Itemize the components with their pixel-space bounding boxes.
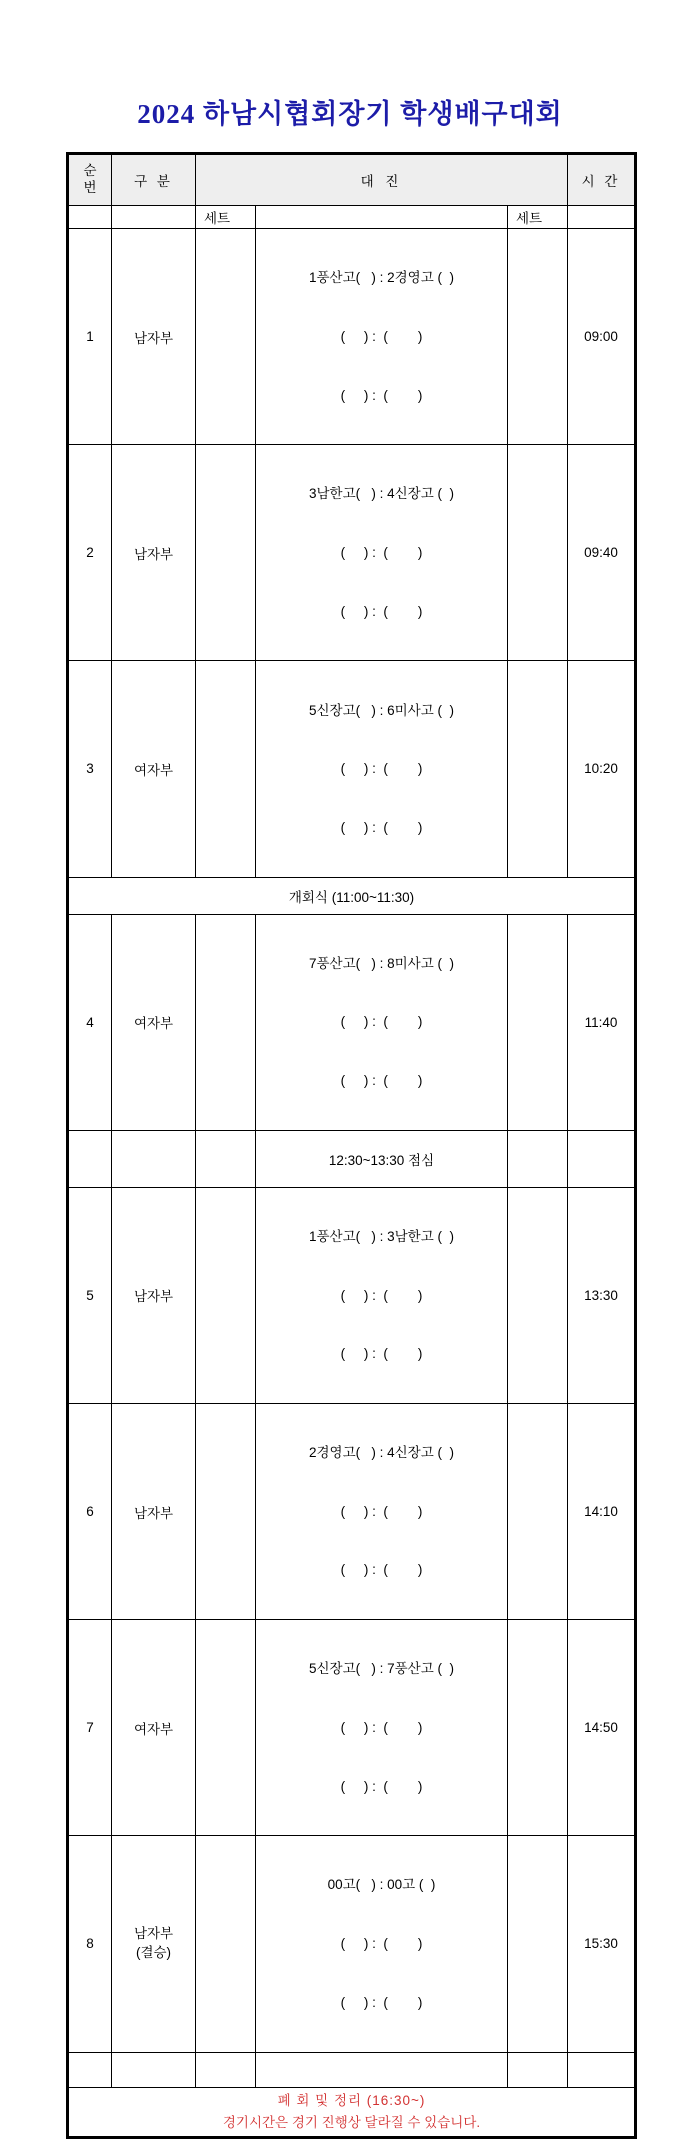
blank-match — [256, 2052, 508, 2087]
match-line-1: 5신장고( ) : 7풍산고 ( ) — [308, 1661, 454, 1677]
row-division-line1: 남자부 — [133, 1926, 174, 1942]
match-line-1: 3남한고( ) : 4신장고 ( ) — [308, 486, 454, 502]
row-no: 8 — [68, 1836, 112, 2052]
row-division: 여자부 — [112, 1620, 196, 1836]
match-line-3: ( ) : ( ) — [340, 1073, 423, 1089]
row-set-left[interactable] — [196, 229, 256, 445]
lunch-set-left — [196, 1130, 256, 1187]
row-division: 남자부 — [112, 229, 196, 445]
match-line-3: ( ) : ( ) — [340, 1778, 423, 1794]
table-row — [68, 1620, 636, 1836]
row-set-right[interactable] — [508, 445, 568, 661]
schedule-table — [66, 152, 637, 2139]
row-division: 여자부 — [112, 661, 196, 877]
row-time: 13:30 — [568, 1187, 636, 1403]
set-row-time — [568, 206, 636, 229]
footer-line-2: 경기시간은 경기 진행상 달라질 수 있습니다. — [222, 2114, 481, 2130]
match-line-3: ( ) : ( ) — [340, 603, 423, 619]
set-row-division — [112, 206, 196, 229]
row-set-right[interactable] — [508, 914, 568, 1130]
row-time: 14:50 — [568, 1620, 636, 1836]
ceremony-label: 개회식 (11:00~11:30) — [68, 877, 636, 914]
row-set-left[interactable] — [196, 914, 256, 1130]
match-line-3: ( ) : ( ) — [340, 1346, 423, 1362]
row-time: 14:10 — [568, 1403, 636, 1619]
set-label-right: 세트 — [508, 206, 568, 229]
row-no: 3 — [68, 661, 112, 877]
lunch-set-right — [508, 1130, 568, 1187]
blank-row — [68, 2052, 636, 2087]
row-time: 09:40 — [568, 445, 636, 661]
table-row — [68, 229, 636, 445]
blank-no — [68, 2052, 112, 2087]
blank-set-right — [508, 2052, 568, 2087]
table-header-row — [68, 154, 636, 206]
row-match — [256, 1620, 508, 1836]
table-row — [68, 914, 636, 1130]
set-row-no — [68, 206, 112, 229]
lunch-time — [568, 1130, 636, 1187]
blank-time — [568, 2052, 636, 2087]
set-label-left: 세트 — [196, 206, 256, 229]
row-set-right[interactable] — [508, 1620, 568, 1836]
row-division — [112, 1836, 196, 2052]
match-line-1: 7풍산고( ) : 8미사고 ( ) — [308, 955, 454, 971]
row-no: 4 — [68, 914, 112, 1130]
lunch-label: 12:30~13:30 점심 — [256, 1130, 508, 1187]
table-row — [68, 661, 636, 877]
row-division: 남자부 — [112, 445, 196, 661]
match-line-3: ( ) : ( ) — [340, 1994, 423, 2010]
match-line-2: ( ) : ( ) — [340, 1503, 423, 1519]
row-division: 여자부 — [112, 914, 196, 1130]
match-line-2: ( ) : ( ) — [340, 1014, 423, 1030]
blank-division — [112, 2052, 196, 2087]
match-line-1: 5신장고( ) : 6미사고 ( ) — [308, 702, 454, 718]
match-line-2: ( ) : ( ) — [340, 761, 423, 777]
table-row — [68, 445, 636, 661]
row-set-right[interactable] — [508, 1836, 568, 2052]
match-line-1: 1풍산고( ) : 2경영고 ( ) — [308, 270, 454, 286]
row-set-left[interactable] — [196, 1836, 256, 2052]
row-match — [256, 1836, 508, 2052]
header-no-line1: 순 — [83, 163, 97, 179]
row-no: 7 — [68, 1620, 112, 1836]
row-time: 09:00 — [568, 229, 636, 445]
row-match — [256, 1403, 508, 1619]
row-no: 1 — [68, 229, 112, 445]
row-time: 10:20 — [568, 661, 636, 877]
match-line-1: 00고( ) : 00고 ( ) — [327, 1877, 436, 1893]
table-row — [68, 1187, 636, 1403]
blank-set-left — [196, 2052, 256, 2087]
match-line-1: 2경영고( ) : 4신장고 ( ) — [308, 1445, 454, 1461]
match-line-2: ( ) : ( ) — [340, 1936, 423, 1952]
row-match — [256, 661, 508, 877]
row-division: 남자부 — [112, 1403, 196, 1619]
row-set-left[interactable] — [196, 445, 256, 661]
match-line-2: ( ) : ( ) — [340, 1719, 423, 1735]
set-label-row — [68, 206, 636, 229]
lunch-no — [68, 1130, 112, 1187]
row-time: 11:40 — [568, 914, 636, 1130]
row-match — [256, 445, 508, 661]
row-set-left[interactable] — [196, 1403, 256, 1619]
row-set-right[interactable] — [508, 1403, 568, 1619]
row-set-left[interactable] — [196, 1620, 256, 1836]
footer-notes — [68, 2087, 636, 2137]
row-division-line2: (결승) — [135, 1944, 172, 1960]
row-set-right[interactable] — [508, 1187, 568, 1403]
ceremony-row — [68, 877, 636, 914]
table-row — [68, 1403, 636, 1619]
row-no: 5 — [68, 1187, 112, 1403]
row-division: 남자부 — [112, 1187, 196, 1403]
page-title: 2024 하남시협회장기 학생배구대회 — [137, 99, 563, 129]
row-no: 2 — [68, 445, 112, 661]
match-line-2: ( ) : ( ) — [340, 328, 423, 344]
footer-row — [68, 2087, 636, 2137]
match-line-2: ( ) : ( ) — [340, 1287, 423, 1303]
header-match: 대 진 — [196, 154, 568, 206]
row-match — [256, 229, 508, 445]
set-row-match — [256, 206, 508, 229]
row-set-left[interactable] — [196, 1187, 256, 1403]
match-line-3: ( ) : ( ) — [340, 819, 423, 835]
lunch-row — [68, 1130, 636, 1187]
row-match — [256, 914, 508, 1130]
header-no-line2: 번 — [83, 180, 97, 195]
row-time: 15:30 — [568, 1836, 636, 2052]
lunch-division — [112, 1130, 196, 1187]
schedule-table-container — [66, 152, 634, 2139]
row-match — [256, 1187, 508, 1403]
match-line-3: ( ) : ( ) — [340, 1562, 423, 1578]
match-line-3: ( ) : ( ) — [340, 387, 423, 403]
table-row-final — [68, 1836, 636, 2052]
match-line-1: 1풍산고( ) : 3남한고 ( ) — [308, 1228, 454, 1244]
header-division: 구 분 — [112, 154, 196, 206]
row-set-left[interactable] — [196, 661, 256, 877]
header-no — [68, 154, 112, 206]
row-set-right[interactable] — [508, 229, 568, 445]
row-set-right[interactable] — [508, 661, 568, 877]
header-time: 시 간 — [568, 154, 636, 206]
match-line-2: ( ) : ( ) — [340, 545, 423, 560]
row-no: 6 — [68, 1403, 112, 1619]
footer-line-1: 폐 회 및 정리 (16:30~) — [277, 2092, 426, 2108]
